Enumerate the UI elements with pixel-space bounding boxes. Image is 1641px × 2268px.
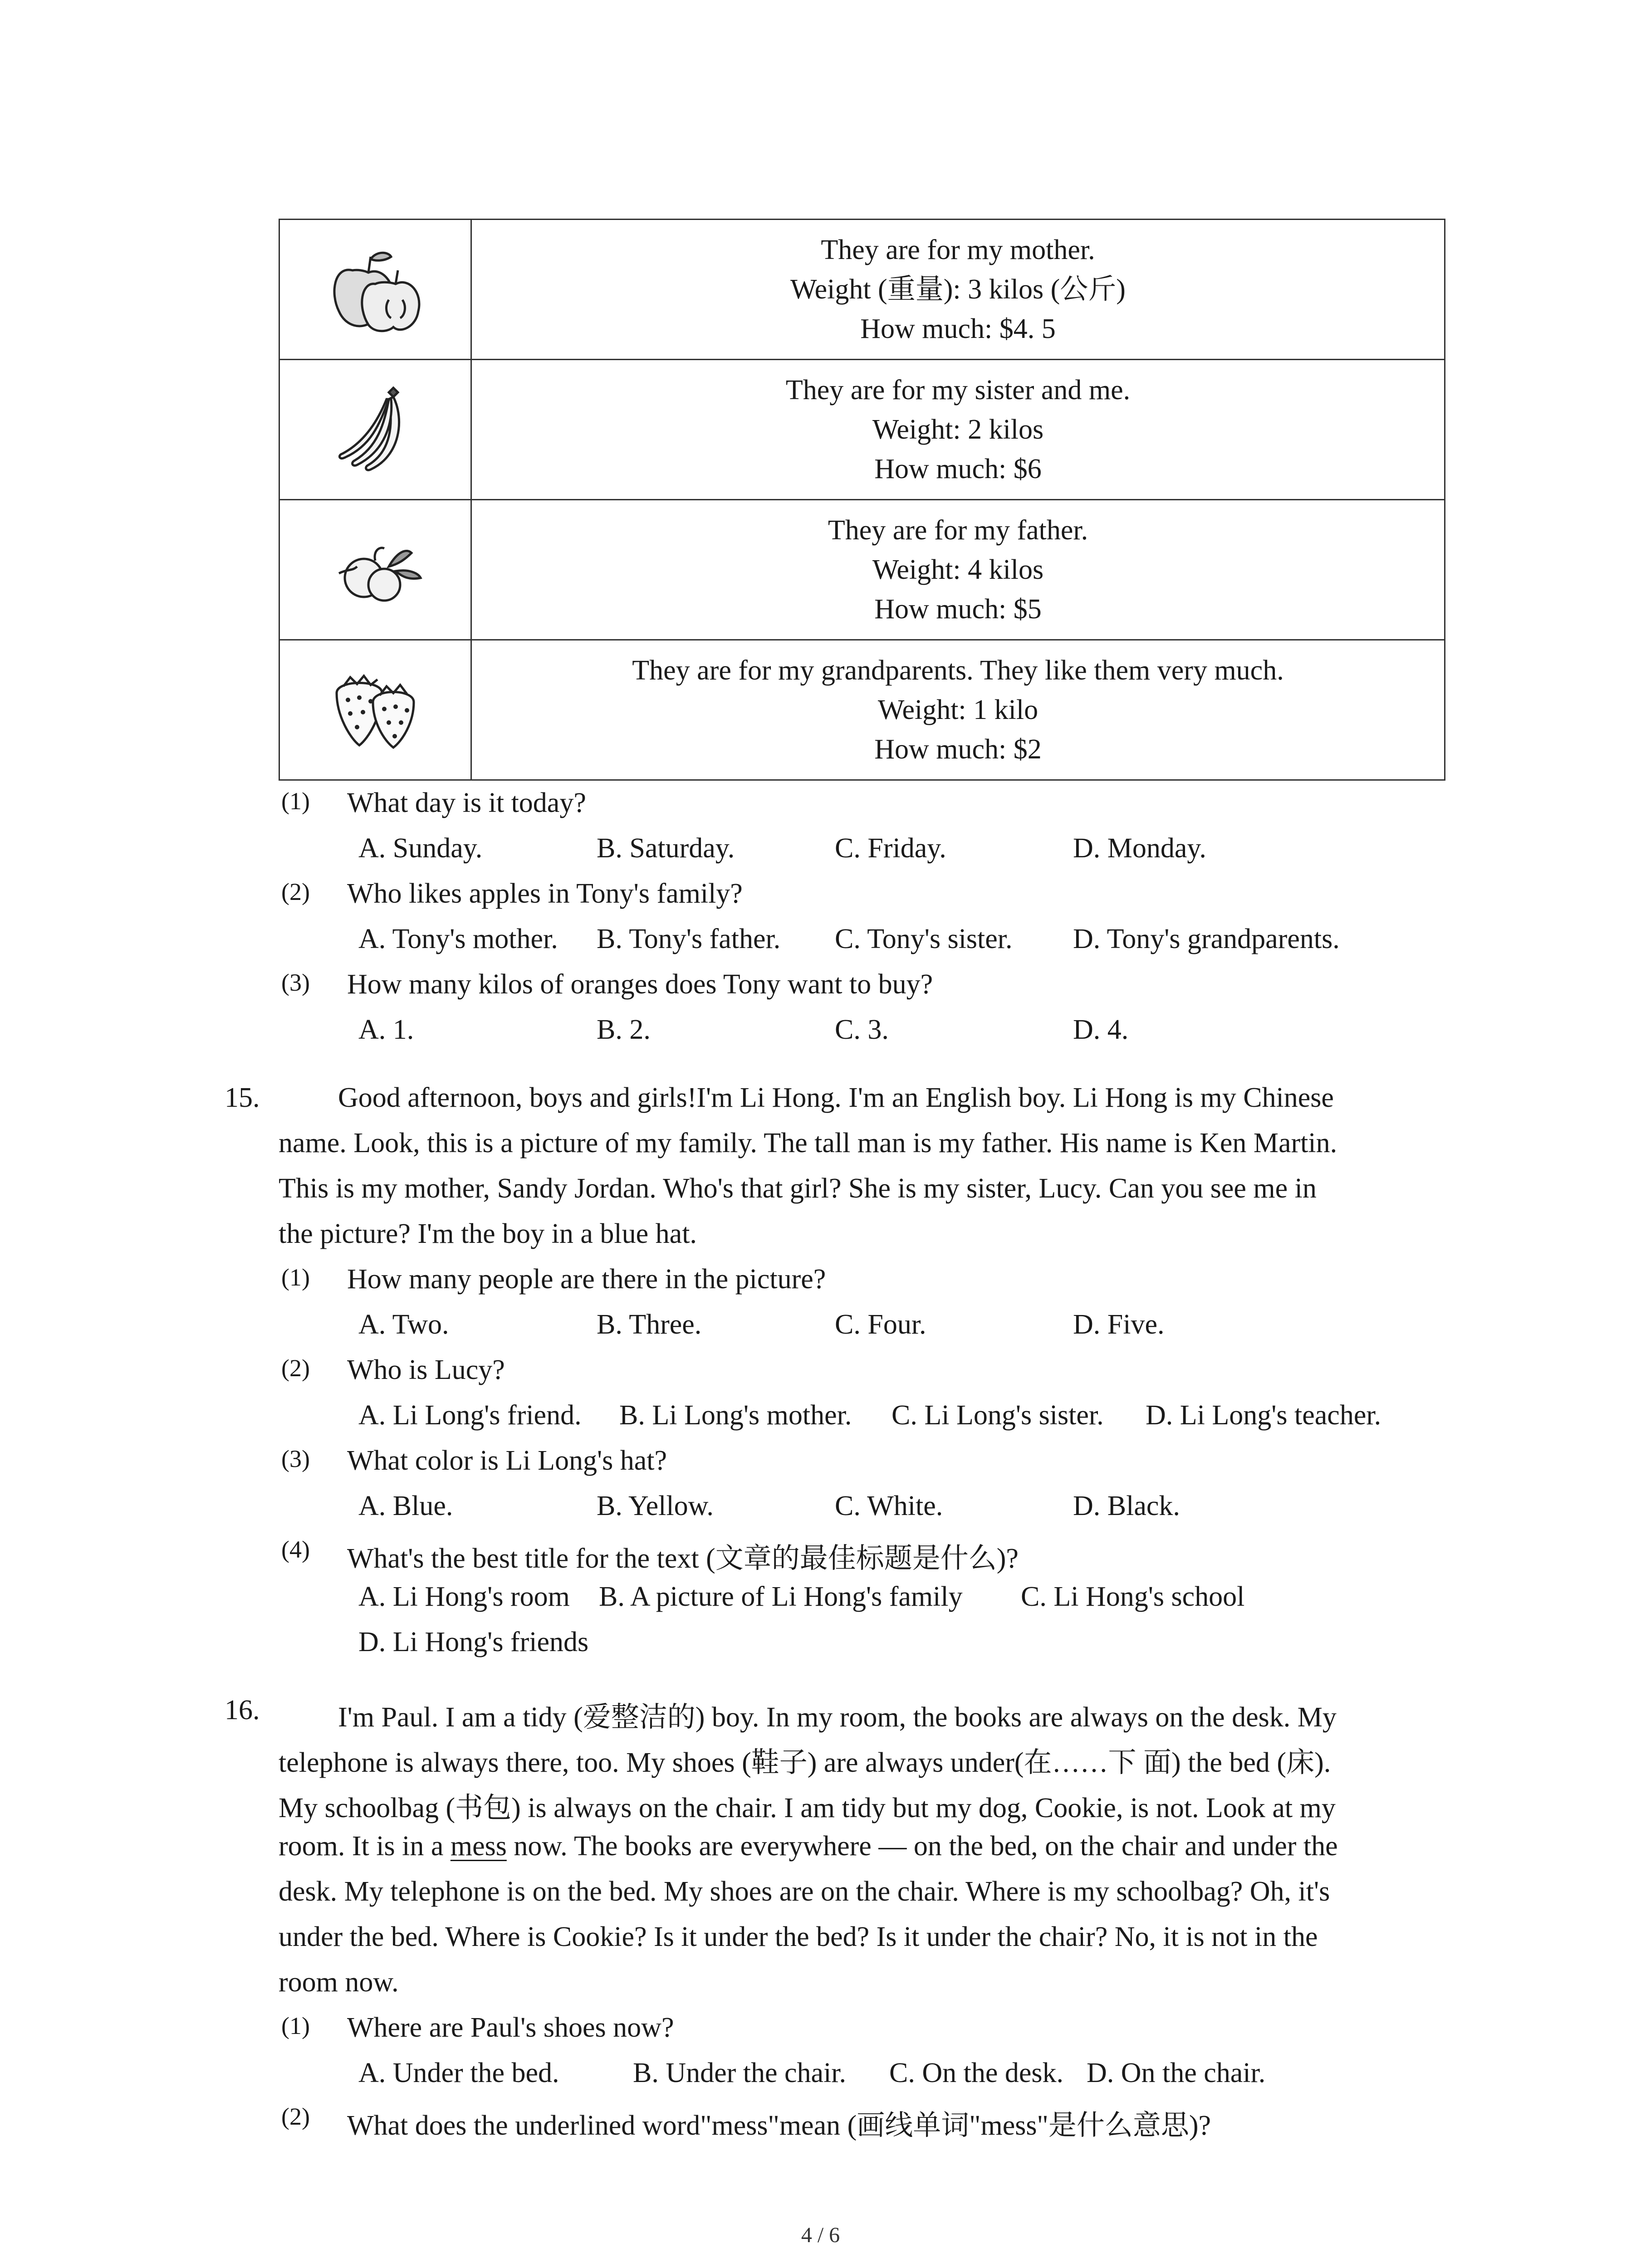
option-c[interactable]: C. 3. — [835, 1014, 889, 1045]
option-a[interactable]: A. Li Hong's room — [358, 1581, 570, 1612]
option-d[interactable]: D. Monday. — [1073, 833, 1206, 864]
table-row — [279, 360, 1445, 500]
page-number: 4 / 6 — [801, 2223, 840, 2247]
question-number: (2) — [281, 878, 310, 905]
passage-line — [279, 1830, 1338, 1862]
question-text: Who is Lucy? — [347, 1354, 505, 1385]
passage-line: telephone is always there, too. My shoes (鞋子) are always under(在……下 面) the bed (床). — [279, 1747, 1331, 1778]
question-number: (3) — [281, 1445, 310, 1472]
underlined-word: mess — [450, 1831, 507, 1862]
strawberries-info: They are for my grandparents. They like them very much. Weight: 1 kilo How much: $2 — [471, 640, 1445, 780]
question-text: What's the best title for the text (文章的最佳标题是什么)? — [347, 1543, 1019, 1574]
bananas-cell — [279, 360, 471, 500]
strawberries-icon — [323, 661, 427, 757]
question-text: Who likes apples in Tony's family? — [347, 878, 743, 909]
option-b[interactable]: B. 2. — [597, 1014, 651, 1045]
passage-line: I'm Paul. I am a tidy (爱整洁的) boy. In my room, the books are always on the desk. My — [338, 1702, 1337, 1733]
apples-info: They are for my mother. Weight (重量): 3 kilos (公斤) How much: $4. 5 — [471, 220, 1445, 360]
option-a[interactable]: A. 1. — [358, 1014, 414, 1045]
passage-line: the picture? I'm the boy in a blue hat. — [279, 1218, 697, 1249]
option-c[interactable]: C. Tony's sister. — [835, 924, 1013, 954]
passage-line: My schoolbag (书包) is always on the chair. I am tidy but my dog, Cookie, is not. Look at my — [279, 1793, 1336, 1823]
question-text: What does the underlined word"mess"mean (画线单词"mess"是什么意思)? — [347, 2110, 1211, 2141]
option-d[interactable]: D. Tony's grandparents. — [1073, 924, 1340, 954]
option-a[interactable]: A. Sunday. — [358, 833, 483, 864]
option-d[interactable]: D. Black. — [1073, 1491, 1180, 1521]
passage-line: desk. My telephone is on the bed. My shoes are on the chair. Where is my schoolbag? Oh, it's — [279, 1876, 1330, 1907]
question-text: What color is Li Long's hat? — [347, 1445, 667, 1476]
option-c[interactable]: C. Friday. — [835, 833, 946, 864]
option-a[interactable]: A. Tony's mother. — [358, 924, 558, 954]
question-15-number: 15. — [225, 1082, 260, 1113]
option-a[interactable]: A. Under the bed. — [358, 2058, 559, 2088]
option-c[interactable]: C. Four. — [835, 1309, 926, 1340]
option-a[interactable]: A. Blue. — [358, 1491, 453, 1521]
question-number: (4) — [281, 1536, 310, 1563]
strawberries-cell — [279, 640, 471, 780]
option-b[interactable]: B. Three. — [597, 1309, 702, 1340]
apples-icon — [325, 239, 425, 338]
passage-line: Good afternoon, boys and girls!I'm Li Hong. I'm an English boy. Li Hong is my Chinese — [338, 1082, 1334, 1113]
question-number: (1) — [281, 2012, 310, 2039]
question-text: How many kilos of oranges does Tony want to buy? — [347, 969, 933, 1000]
table-row — [279, 640, 1445, 780]
question-16-number: 16. — [225, 1695, 260, 1725]
option-c[interactable]: C. White. — [835, 1491, 943, 1521]
option-d[interactable]: D. Li Long's teacher. — [1146, 1400, 1381, 1431]
option-c[interactable]: C. Li Long's sister. — [892, 1400, 1104, 1431]
option-b[interactable]: B. Saturday. — [597, 833, 735, 864]
option-a[interactable]: A. Li Long's friend. — [358, 1400, 582, 1431]
question-number: (3) — [281, 969, 310, 996]
question-text: How many people are there in the picture? — [347, 1264, 826, 1295]
oranges-icon — [321, 523, 430, 614]
table-row — [279, 500, 1445, 640]
table-row — [279, 220, 1445, 360]
passage-line: name. Look, this is a picture of my family. The tall man is my father. His name is Ken Martin. — [279, 1128, 1337, 1158]
question-number: (1) — [281, 787, 310, 815]
fruit-table — [279, 219, 1445, 781]
passage-text: now. The books are everywhere — on the bed, on the chair and under the — [514, 1831, 1338, 1862]
option-c[interactable]: C. Li Hong's school — [1021, 1581, 1245, 1612]
passage-line: This is my mother, Sandy Jordan. Who's that girl? She is my sister, Lucy. Can you see me in — [279, 1173, 1317, 1204]
bananas-info: They are for my sister and me. Weight: 2 kilos How much: $6 — [471, 360, 1445, 500]
question-number: (1) — [281, 1264, 310, 1291]
option-d[interactable]: D. On the chair. — [1087, 2058, 1266, 2088]
option-b[interactable]: B. Under the chair. — [633, 2058, 847, 2088]
oranges-cell — [279, 500, 471, 640]
passage-text: room. It is in a — [279, 1831, 444, 1862]
option-b[interactable]: B. A picture of Li Hong's family — [599, 1581, 963, 1612]
passage-line: under the bed. Where is Cookie? Is it under the bed? Is it under the chair? No, it is not in the — [279, 1921, 1318, 1952]
option-b[interactable]: B. Li Long's mother. — [619, 1400, 852, 1431]
bananas-icon — [325, 379, 425, 479]
question-text: What day is it today? — [347, 787, 586, 818]
question-number: (2) — [281, 2103, 310, 2130]
option-d[interactable]: D. Five. — [1073, 1309, 1165, 1340]
option-b[interactable]: B. Yellow. — [597, 1491, 714, 1521]
option-d[interactable]: D. 4. — [1073, 1014, 1129, 1045]
option-a[interactable]: A. Two. — [358, 1309, 449, 1340]
option-c[interactable]: C. On the desk. — [889, 2058, 1064, 2088]
passage-line: room now. — [279, 1967, 399, 1998]
apples-cell — [279, 220, 471, 360]
option-b[interactable]: B. Tony's father. — [597, 924, 781, 954]
question-text: Where are Paul's shoes now? — [347, 2012, 674, 2043]
question-number: (2) — [281, 1354, 310, 1382]
option-d[interactable]: D. Li Hong's friends — [358, 1627, 589, 1657]
oranges-info: They are for my father. Weight: 4 kilos How much: $5 — [471, 500, 1445, 640]
